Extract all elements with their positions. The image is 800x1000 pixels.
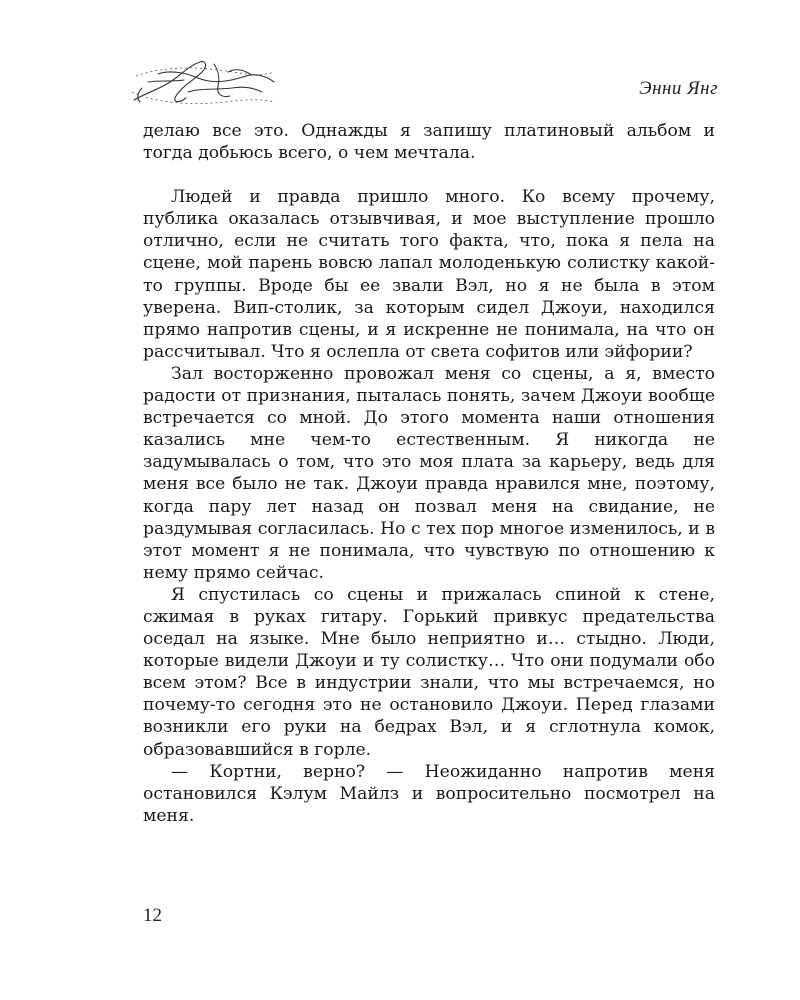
paragraph: — Кортни, верно? — Неожиданно напротив меня остановился Кэлум Майлз и вопросительно посмотрел на меня.	[143, 761, 715, 826]
paragraph: Я спустилась со сцены и прижалась спиной к стене, сжимая в руках гитару. Горький привкус предательства оседал на языке. Мне было неприятно и… стыдно. Люди, которые видели Джоуи и ту солистку… Что они подумали обо всем этом? Все в индустрии знали, что мы встречаемся, но почему-то сегодня это не остановило Джоуи. Перед глазами возникли его руки на бедрах Вэл, и я сглотнула комок, образовавшийся в горле.	[143, 584, 715, 760]
running-head-author: Энни Янг	[639, 78, 718, 99]
page-number: 12	[143, 905, 162, 926]
scroll-flourish-icon	[128, 52, 278, 112]
page-text	[143, 120, 715, 827]
paragraph: Зал восторженно провожал меня со сцены, а я, вместо радости от признания, пыталась понять, зачем Джоуи вообще встречается со мной. До этого момента наши отношения казались мне чем-то естественным. Я никогда не задумывалась о том, что это моя плата за карьеру, ведь для меня все было не так. Джоуи правда нравился мне, поэтому, когда пару лет назад он позвал меня на свидание, не раздумывая согласилась. Но с тех пор многое изменилось, и в этот момент я не понимала, что чувствую по отношению к нему прямо сейчас.	[143, 363, 715, 583]
paragraph: Людей и правда пришло много. Ко всему прочему, публика оказалась отзывчивая, и мое выступление прошло отлично, если не считать того факта, что, пока я пела на сцене, мой парень вовсю лапал молоденькую солистку какой-то группы. Вроде бы ее звали Вэл, но я не была в этом уверена. Вип-столик, за которым сидел Джоуи, находился прямо напротив сцены, и я искренне не понимала, на что он рассчитывал. Что я ослепла от света софитов или эйфории?	[143, 187, 715, 362]
paragraph: делаю все это. Однажды я запишу платиновый альбом и тогда добьюсь всего, о чем мечтала.	[143, 121, 715, 164]
